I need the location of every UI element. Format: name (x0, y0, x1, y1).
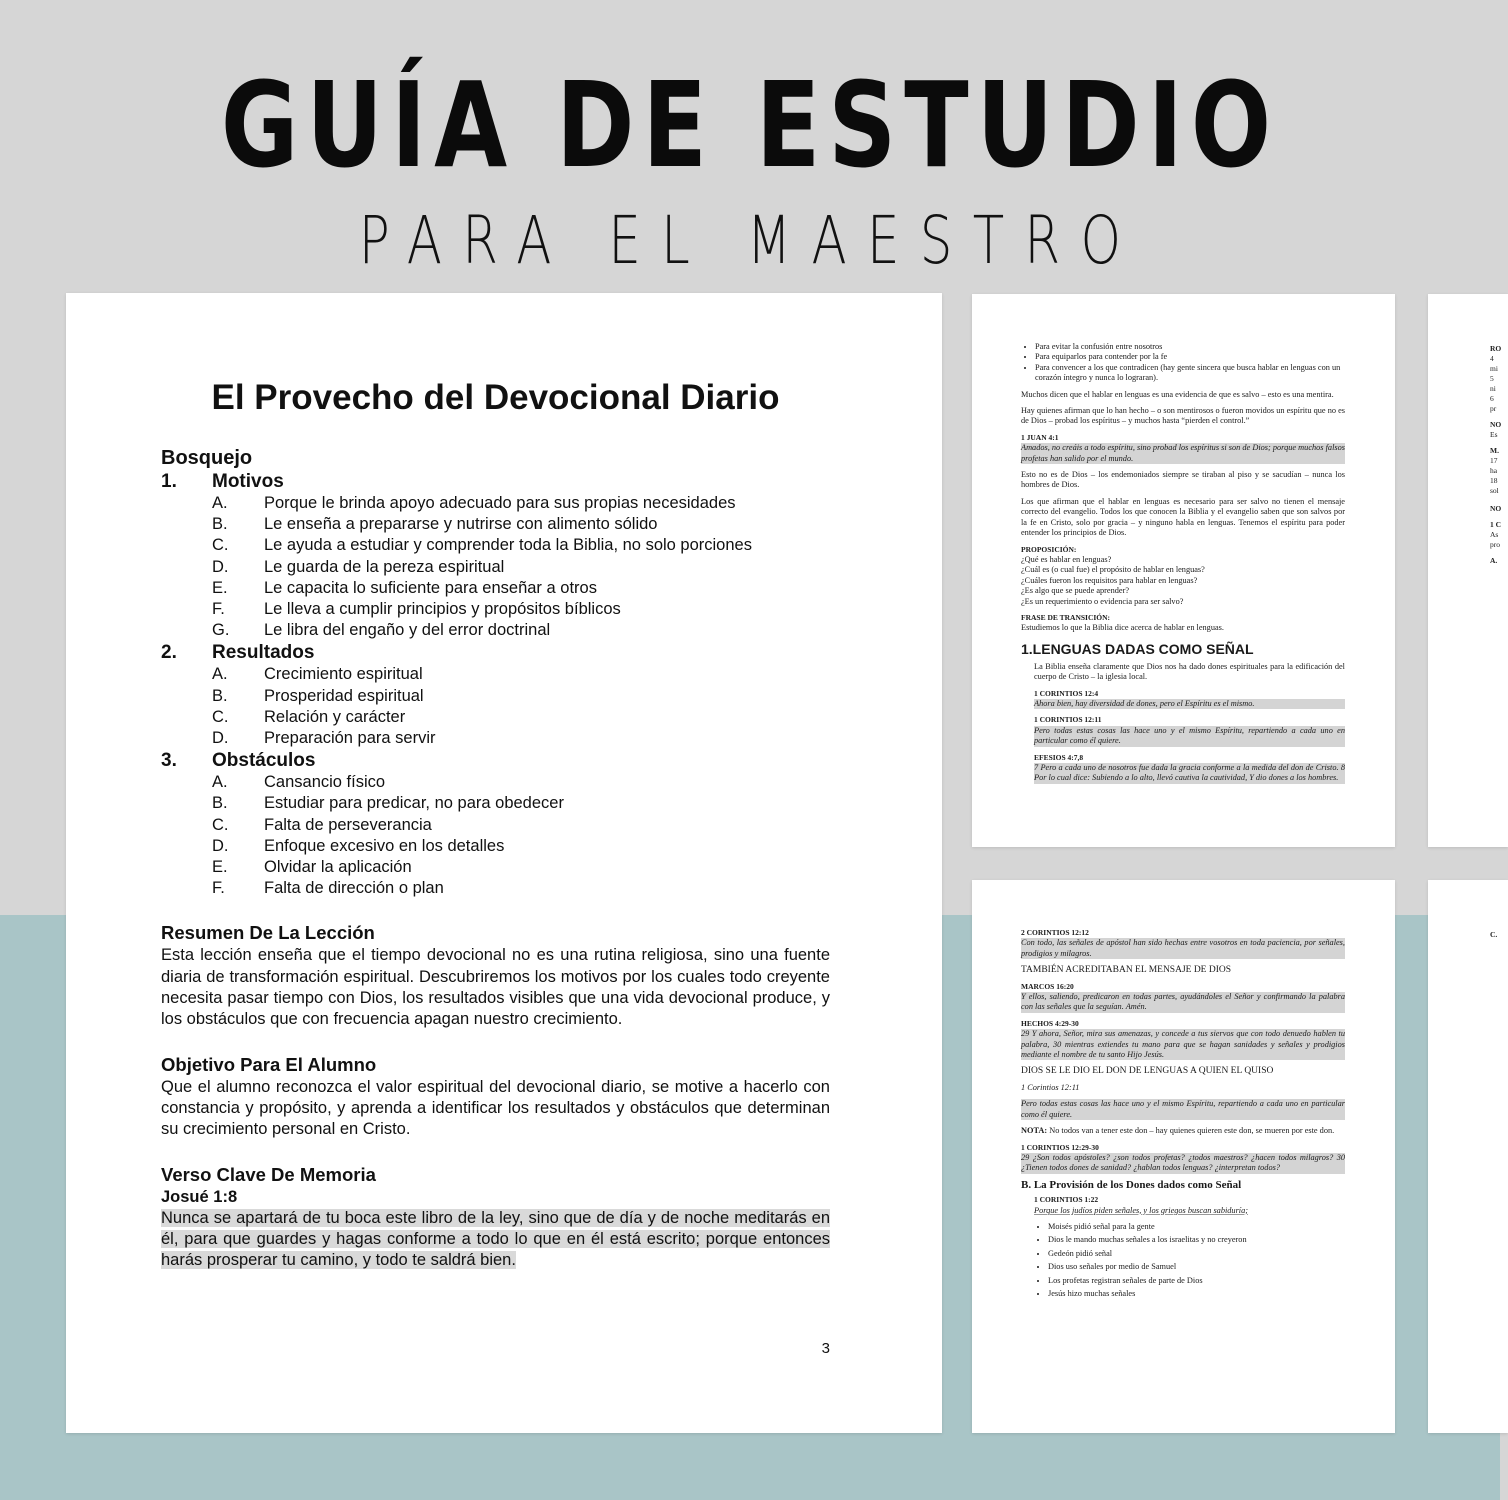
cutoff-text: A. (1490, 556, 1498, 565)
verse-text: 29 ¿Son todos apóstoles? ¿son todos profetas? ¿todos maestros? ¿hacen todos milagros? 30 ¿Tienen todos dones de sanidad? ¿hablan todos lenguas? ¿interpretan todos? (1021, 1152, 1345, 1173)
cutoff-text: NO (1490, 420, 1502, 429)
hero-header (0, 55, 1500, 281)
list-item: • Para equiparlos para contender por la fe (1035, 352, 1345, 362)
summary-heading: Resumen De La Lección (161, 922, 375, 944)
verse-text: Pero todas estas cosas las hace uno y el mismo Espíritu, repartiendo a cada uno en particular como él quiere. (1021, 1099, 1345, 1119)
list-item: • Para evitar la confusión entre nosotros (1035, 342, 1345, 352)
memory-verse-heading: Verso Clave De Memoria (161, 1163, 376, 1185)
list-item: • Los profetas registran señales de parte de Dios (1048, 1276, 1345, 1286)
outline-item-text: Olvidar la aplicación (264, 858, 412, 877)
cutoff-text: C. (1490, 930, 1498, 939)
caps-heading: DIOS SE LE DIO EL DON DE LENGUAS A QUIEN EL QUISO (1021, 1066, 1274, 1077)
verse-reference: 1 CORINTIOS 1:22 (1034, 1195, 1099, 1205)
caps-heading: TAMBIÉN ACREDITABAN EL MENSAJE DE DIOS (1021, 965, 1232, 976)
outline-letter: D. (212, 729, 229, 748)
cutoff-text: 6 (1490, 394, 1494, 403)
outline-item-text: Le capacita lo suficiente para enseñar a otros (264, 578, 597, 597)
paragraph: Muchos dicen que el hablar en lenguas es una evidencia de que es salvo – esto es una mentira. (1021, 389, 1334, 399)
outline-item (161, 836, 830, 857)
main-document-page (66, 293, 942, 1433)
preview-page-top (972, 294, 1395, 847)
outline-item (161, 599, 830, 620)
lesson-title: El Provecho del Devocional Diario (211, 378, 780, 417)
hero-title: GUÍA DE ESTUDIO (220, 56, 1280, 194)
verse-reference: 1 CORINTIOS 12:29-30 (1021, 1142, 1099, 1152)
verse-reference: 1 CORINTIOS 12:4 (1034, 688, 1099, 698)
outline-item-text: Falta de dirección o plan (264, 879, 444, 898)
proposition-label: PROPOSICIÓN: (1021, 544, 1077, 554)
cutoff-text: RO (1490, 344, 1502, 353)
outline-heading: Bosquejo (161, 447, 253, 469)
outline-number: 2. (161, 642, 177, 664)
verse-text: Y ellos, saliendo, predicaron en todas partes, ayudándoles el Señor y confirmando la palabra con las señales que la seguían. Amén. (1021, 992, 1345, 1012)
verse-text: Ahora bien, hay diversidad de dones, pero el Espíritu es el mismo. (1034, 699, 1345, 709)
summary-text: Esta lección enseña que el tiempo devocional no es una rutina religiosa, sino una fuente diaria de transformación espiritual. Descubriremos los motivos por los cuales todo creyente necesita pasar tiempo con Dios, los resultados visibles que una vida devocional produce, y los obstáculos que con frecuencia apagan nuestro crecimiento. (161, 946, 830, 1029)
outline-letter: B. (212, 515, 228, 534)
verse-text: Con todo, las señales de apóstol han sido hechas entre vosotros en toda paciencia, por señales, prodigios y milagros. (1021, 938, 1345, 958)
proposition-line: ¿Es un requerimiento o evidencia para ser salvo? (1021, 596, 1184, 606)
list-item: • Jesús hizo muchas señales (1048, 1289, 1345, 1299)
cutoff-text: ha (1490, 466, 1498, 475)
outline-letter: F. (212, 600, 225, 619)
outline-item-text: Porque le brinda apoyo adecuado para sus propias necesidades (264, 494, 736, 512)
outline-item-text: Crecimiento espiritual (264, 665, 423, 684)
cutoff-text: ni (1490, 384, 1496, 393)
outline-letter: E. (212, 578, 228, 597)
outline-item (161, 815, 830, 836)
cutoff-text: 4 (1490, 354, 1494, 363)
objective-heading: Objetivo Para El Alumno (161, 1053, 377, 1075)
proposition-line: ¿Qué es hablar en lenguas? (1021, 554, 1112, 564)
outline-item (161, 772, 830, 793)
list-item: • Gedeón pidió señal (1048, 1249, 1345, 1259)
verse-reference: HECHOS 4:29-30 (1021, 1018, 1079, 1028)
outline-item-text: Prosperidad espiritual (264, 686, 424, 705)
proposition-line: ¿Es algo que se puede aprender? (1021, 586, 1130, 596)
verse-text: Porque los judíos piden señales, y los griegos buscan sabiduría; (1034, 1205, 1249, 1215)
outline-section-title: Motivos (212, 471, 284, 492)
cutoff-text: pr (1490, 404, 1497, 413)
outline-section (161, 470, 830, 493)
outline-section (161, 641, 830, 664)
outline-item-text: Le libra del engaño y del error doctrinal (264, 621, 551, 640)
paragraph: Hay quienes afirman que lo han hecho – o son mentirosos o fueron movidos un espíritu que no es de Dios – probad los espíritus – y muchos hasta “pierden el control.” (1021, 406, 1345, 426)
outline-item-text: Le guarda de la pereza espiritual (264, 557, 505, 576)
cutoff-text: M. (1490, 446, 1499, 455)
outline-item (161, 728, 830, 749)
paragraph: La Biblia enseña claramente que Dios nos ha dado dones espirituales para la edificación del cuerpo de Cristo – la iglesia local. (1034, 661, 1345, 682)
outline-item (161, 535, 830, 556)
outline-letter: C. (212, 815, 229, 834)
outline-item-text: Le enseña a prepararse y nutrirse con alimento sólido (264, 515, 658, 534)
verse-text: Amados, no creáis a todo espíritu, sino probad los espíritus si son de Dios; porque muchos falsos profetas han salido por el mundo. (1021, 443, 1345, 463)
page-number: 3 (821, 1340, 830, 1357)
hero-subtitle: PARA EL MAESTRO (358, 202, 1142, 279)
paragraph: Esto no es de Dios – los endemoniados siempre se tiraban al piso y se sacudían – nunca los hombres de Dios. (1021, 470, 1345, 490)
verse-reference: 1 JUAN 4:1 (1021, 432, 1059, 442)
list-item: • Para convencer a los que contradicen (hay gente sincera que busca hablar en lenguas con un corazón íntegro y nunca lo lograran). (1035, 363, 1345, 384)
outline-item-text: Cansancio físico (264, 773, 386, 792)
outline-item-text: Falta de perseverancia (264, 815, 432, 834)
memory-verse-reference: Josué 1:8 (161, 1187, 238, 1206)
outline-letter: A. (212, 773, 228, 792)
objective-text: Que el alumno reconozca el valor espiritual del devocional diario, se motive a hacerlo con constancia y propósito, y aprenda a identificar los resultados y obstáculos que determinan su crecimiento personal en Cristo. (161, 1077, 830, 1139)
outline-item-text: Le ayuda a estudiar y comprender toda la Biblia, no solo porciones (264, 536, 752, 555)
list-item: • Dios le mando muchas señales a los israelitas y no creyeron (1048, 1235, 1345, 1245)
outline-item (161, 514, 830, 535)
subsection-heading: B. La Provisión de los Dones dados como Señal (1021, 1178, 1242, 1191)
outline-item-text: Relación y carácter (264, 707, 406, 726)
verse-reference: 1 CORINTIOS 12:11 (1034, 715, 1102, 725)
proposition-line: ¿Cuáles fueron los requisitos para hablar en lenguas? (1021, 575, 1198, 585)
verse-text: Pero todas estas cosas las hace uno y el mismo Espíritu, repartiendo a cada uno en particular como él quiere. (1034, 725, 1345, 746)
note-paragraph (1021, 1126, 1345, 1136)
verse-reference: EFESIOS 4:7,8 (1034, 752, 1084, 762)
cutoff-text: sol (1490, 486, 1499, 495)
signs-bullets (1034, 1222, 1345, 1299)
preview-page-cutoff-bottom (1428, 880, 1508, 1433)
transition-text: Estudiemos lo que la Biblia dice acerca de hablar en lenguas. (1021, 623, 1224, 633)
outline-item-text: Estudiar para predicar, no para obedecer (264, 794, 564, 813)
note-text: No todos van a tener este don – hay quienes quieren este don, se mueren por este don. (1047, 1126, 1335, 1136)
outline-item-text: Preparación para servir (264, 729, 436, 748)
outline-item (161, 707, 830, 728)
outline-item (161, 578, 830, 599)
cutoff-text: 17 (1490, 456, 1498, 465)
section-heading: 1.LENGUAS DADAS COMO SEÑAL (1021, 640, 1254, 657)
outline-letter: C. (212, 536, 229, 555)
transition-label: FRASE DE TRANSICIÓN: (1021, 612, 1111, 622)
outline-item (161, 557, 830, 578)
outline-item (161, 686, 830, 707)
cutoff-text: 5 (1490, 374, 1494, 383)
note-label: NOTA: (1021, 1126, 1048, 1136)
cutoff-text: 18 (1490, 476, 1498, 485)
outline-letter: D. (212, 557, 229, 576)
purpose-bullets (1021, 342, 1345, 384)
cutoff-text: 1 C (1490, 520, 1502, 529)
outline-item (161, 620, 830, 641)
memory-verse-text: Nunca se apartará de tu boca este libro de la ley, sino que de día y de noche meditarás en él, para que guardes y hagas conforme a todo lo que en él está escrito; porque entonces harás prosperar tu camino, y todo te saldrá bien. (161, 1208, 830, 1270)
preview-page-cutoff-top (1428, 294, 1508, 847)
cutoff-text: mi (1490, 364, 1498, 373)
preview-page-bottom (972, 880, 1395, 1433)
list-item: • Moisés pidió señal para la gente (1048, 1222, 1345, 1232)
outline-list (161, 470, 830, 899)
outline-section-title: Obstáculos (212, 750, 316, 772)
outline-section-title: Resultados (212, 642, 315, 664)
outline-letter: A. (212, 665, 228, 684)
outline-number: 1. (161, 471, 177, 492)
outline-item (161, 793, 830, 814)
outline-letter: B. (212, 686, 228, 705)
cutoff-text: As (1490, 530, 1499, 539)
list-item: • Dios uso señales por medio de Samuel (1048, 1262, 1345, 1272)
outline-section (161, 749, 830, 772)
outline-item (161, 664, 830, 685)
outline-letter: C. (212, 707, 229, 726)
outline-item (161, 857, 830, 878)
cutoff-text: pro (1490, 540, 1500, 549)
outline-item-text: Enfoque excesivo en los detalles (264, 836, 505, 855)
outline-letter: D. (212, 836, 229, 855)
verse-text: 29 Y ahora, Señor, mira sus amenazas, y concede a tus siervos que con todo denuedo hablen tu palabra, 30 mientras extiendes tu mano para que se hagan sanidades y señales y prodigios mediante el nombre de tu santo Hijo Jesús. (1021, 1029, 1345, 1060)
verse-reference: MARCOS 16:20 (1021, 981, 1074, 991)
verse-reference: 1 Corintios 12:11 (1021, 1082, 1080, 1092)
cutoff-text: Es (1490, 430, 1498, 439)
outline-letter: A. (212, 494, 228, 512)
paragraph: Los que afirman que el hablar en lenguas es necesario para ser salvo no tienen el mensaje correcto del evangelio. Todos los que conocen la Biblia y el evangelio saben que son salvos por la fe en Cristo, solo por gracia – y ninguno habla en lenguas. Tenemos el espíritu para poder entender los principios de Dios. (1021, 496, 1345, 538)
outline-letter: G. (212, 621, 230, 640)
outline-item-text: Le lleva a cumplir principios y propósitos bíblicos (264, 600, 621, 619)
cutoff-text: NO (1490, 504, 1502, 513)
proposition-line: ¿Cuál es (o cual fue) el propósito de hablar en lenguas? (1021, 565, 1205, 575)
outline-letter: E. (212, 858, 228, 877)
verse-text: 7 Pero a cada uno de nosotros fue dada la gracia conforme a la medida del don de Cristo. 8 Por lo cual dice: Subiendo a lo alto, llevó cautiva la cautividad, Y dio dones a los hombres. (1034, 763, 1345, 783)
outline-item (161, 493, 830, 514)
outline-letter: B. (212, 794, 228, 813)
outline-number: 3. (161, 750, 177, 772)
outline-item (161, 878, 830, 899)
outline-letter: F. (212, 879, 225, 898)
verse-reference: 2 CORINTIOS 12:12 (1021, 928, 1089, 937)
